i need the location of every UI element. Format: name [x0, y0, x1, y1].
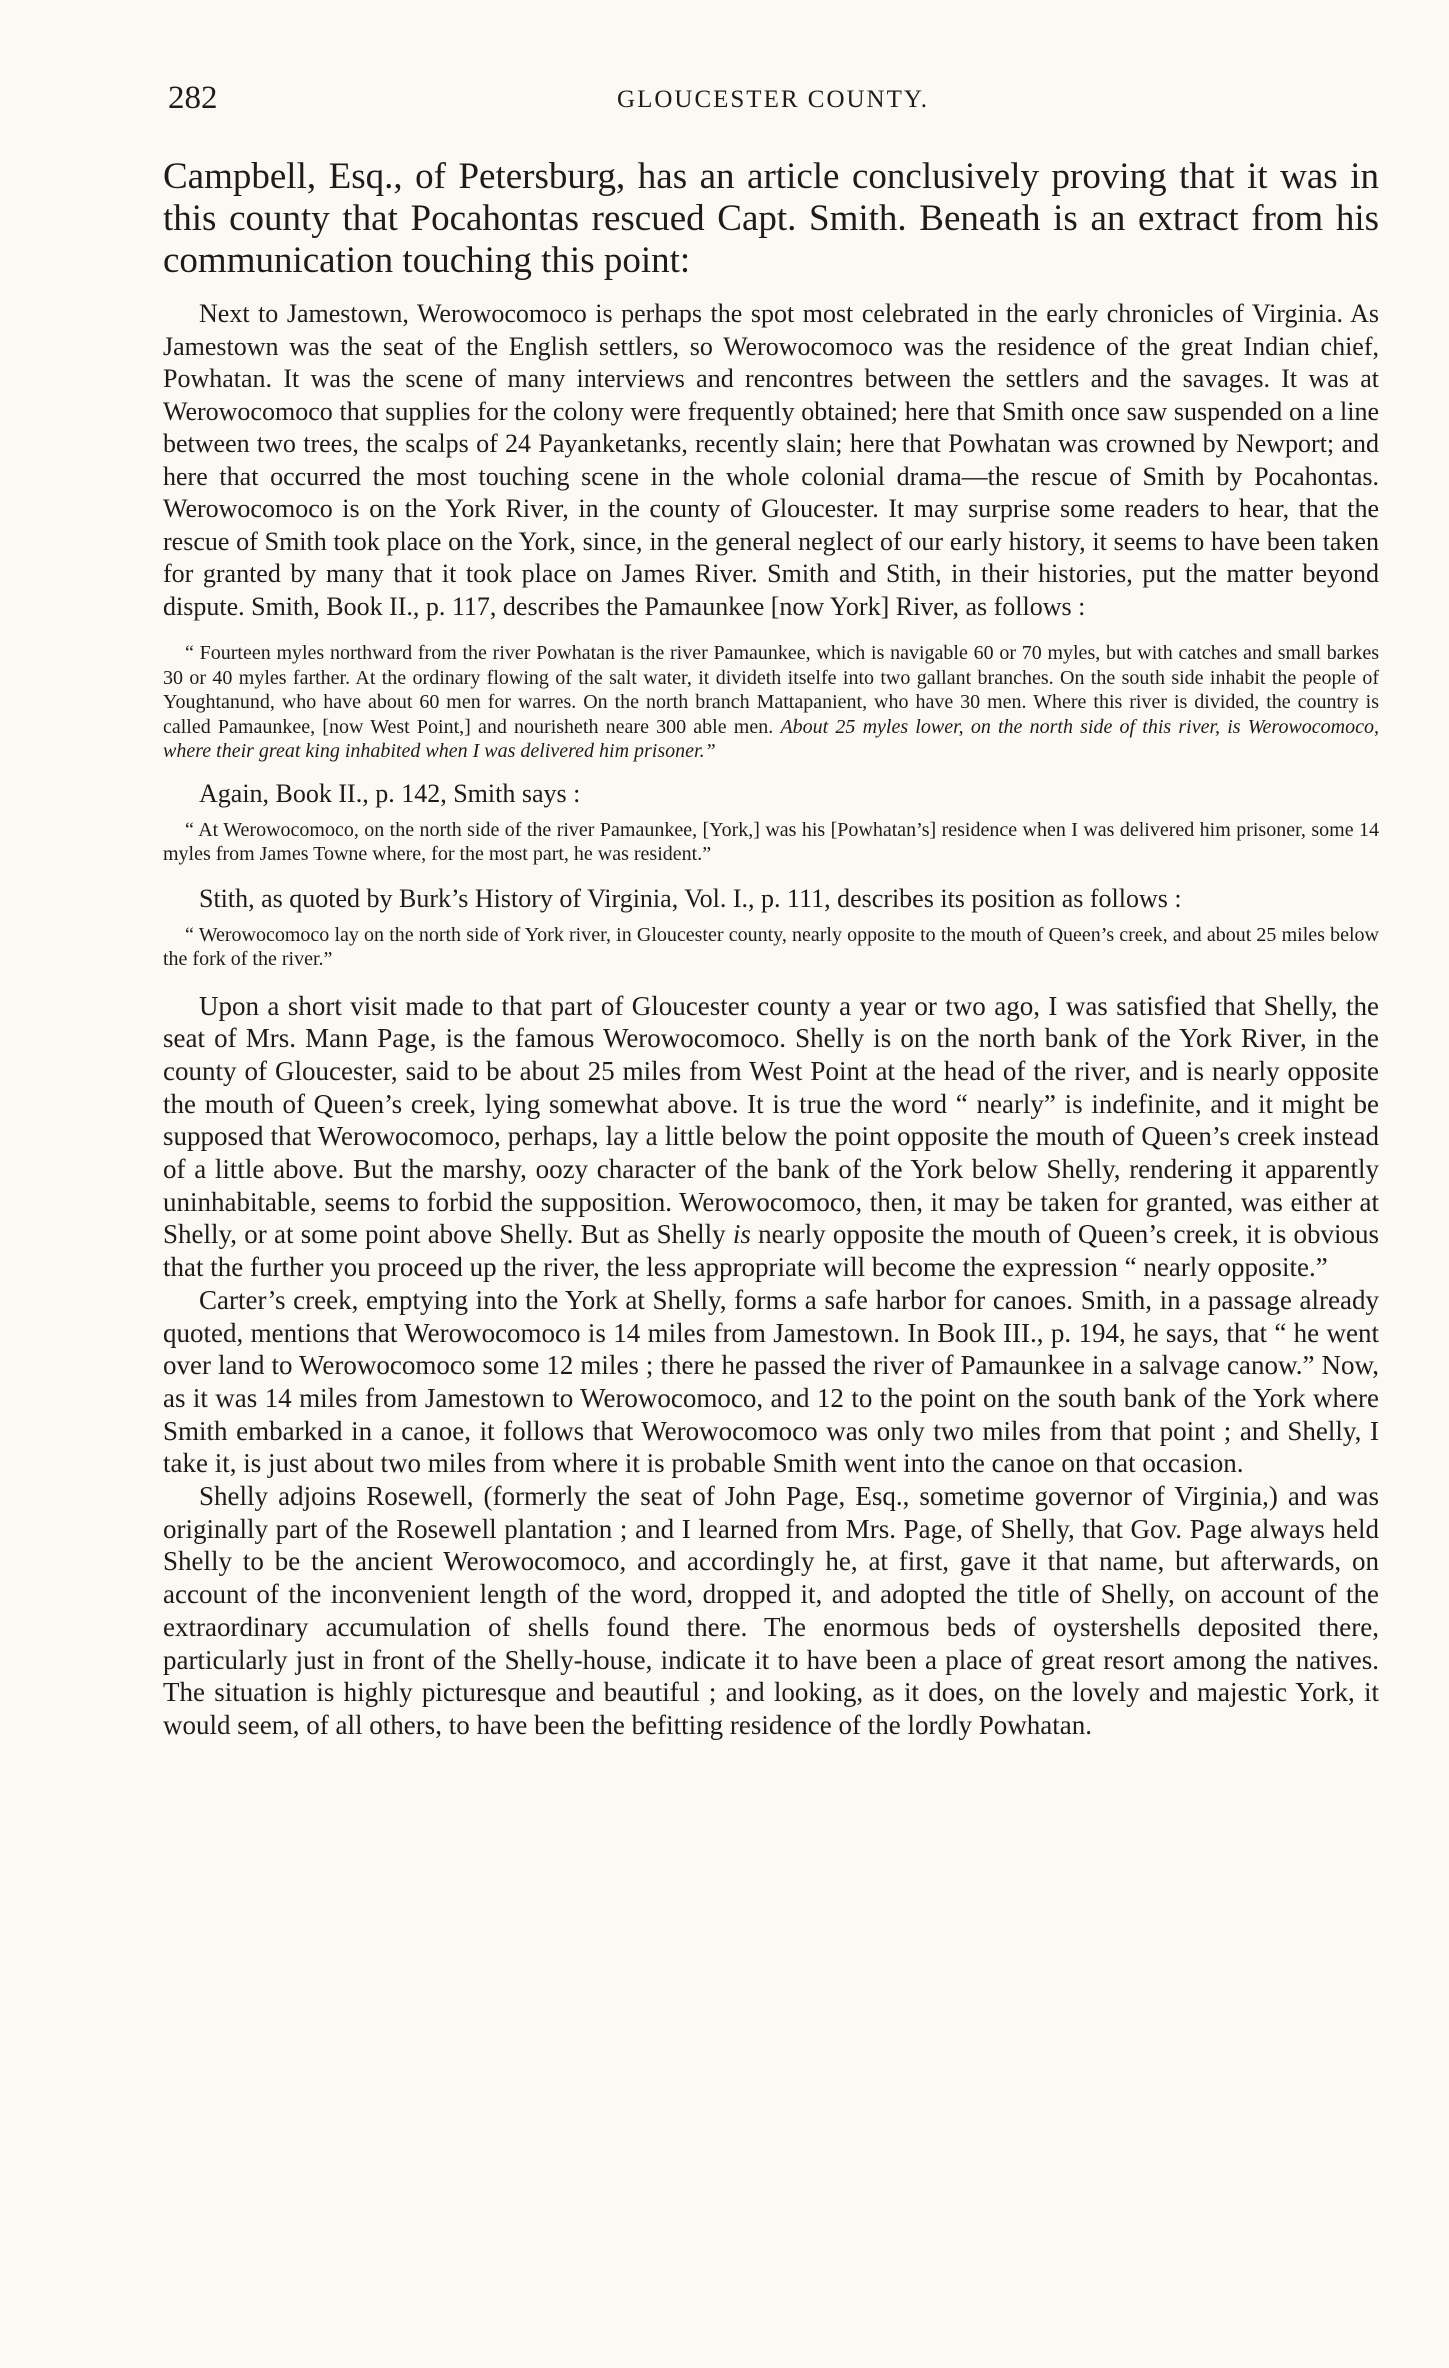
page-body — [163, 156, 1379, 1742]
stith-quote: “ Werowocomoco lay on the north side of York river, in Gloucester county, nearly opposite to the mouth of Queen’s creek, and about 25 miles below the fork of the river.” — [163, 923, 1379, 970]
visit-emphasis: is — [732, 1219, 751, 1250]
again-paragraph: Again, Book II., p. 142, Smith says : — [199, 778, 581, 808]
carters-creek-paragraph: Carter’s creek, emptying into the York at Shelly, forms a safe harbor for canoes. Smith, in a passage already quoted, mentions that Werowocomoco is 14 miles from Jamestown. In Book III., p. 194, he says, that “ he went over land to Werowocomoco some 12 miles ; there he passed the river of Pamaunkee in a salvage canow.” Now, as it was 14 miles from Jamestown to Werowocomoco, and 12 to the point on the south bank of the York where Smith embarked in a canoe, it follows that Werowocomoco was only two miles from that point ; and Shelly, I take it, is just about two miles from where it is probable Smith went into the canoe on that occasion. — [163, 1284, 1379, 1479]
rosewell-paragraph: Shelly adjoins Rosewell, (formerly the seat of John Page, Esq., sometime governor of Virginia,) and was originally part of the Rosewell plantation ; and I learned from Mrs. Page, of Shelly, that Gov. Page always held Shelly to be the ancient Werowocomoco, and accordingly he, at first, gave it that name, but afterwards, on account of the inconvenient length of the word, dropped it, and adopted the title of Shelly, on account of the extraordinary accumulation of shells found there. The enormous beds of oystershells deposited there, particularly just in front of the Shelly-house, indicate it to have been a place of great resort among the natives. The situation is highly picturesque and beautiful ; and looking, as it does, on the lovely and majestic York, it would seem, of all others, to have been the befitting residence of the lordly Powhatan. — [163, 1481, 1379, 1740]
visit-paragraph — [163, 990, 1379, 1284]
smith-quote-italic: About 25 myles lower, on the north side of this river, is Werowocomoco, where their great king inhabited when I was delivered him prisoner.” — [163, 715, 1380, 762]
smith-quote-book-ii-117 — [163, 641, 1379, 764]
stith-intro: Stith, as quoted by Burk’s History of Virginia, Vol. I., p. 111, describes its position as follows : — [199, 883, 1182, 913]
campbell-extract: Next to Jamestown, Werowocomoco is perhaps the spot most celebrated in the early chronicles of Virginia. As Jamestown was the seat of the English settlers, so Werowocomoco was the residence of the great Indian chief, Powhatan. It was the scene of many interviews and rencontres between the settlers and the savages. It was at Werowocomoco that supplies for the colony were frequently obtained; here that Smith once saw suspended on a line between two trees, the scalps of 24 Payanketanks, recently slain; here that Powhatan was crowned by Newport; and here that occurred the most touching scene in the whole colonial drama—the rescue of Smith by Pocahontas. Werowocomoco is on the York River, in the county of Gloucester. It may surprise some readers to hear, that the rescue of Smith took place on the York, since, in the general neglect of our early history, it seems to have been taken for granted by many that it took place on James River. Smith and Stith, in their histories, put the matter beyond dispute. Smith, Book II., p. 117, describes the Pamaunkee [now York] River, as follows : — [163, 299, 1379, 621]
page-number: 282 — [168, 80, 218, 116]
smith-quote-text: “ Fourteen myles northward from the river Powhatan is the river Pamaunkee, which is navigable 60 or 70 myles, but with catches and small barkes 30 or 40 myles farther. At the ordinary flowing of the salt water, it divideth itselfe into two gallant branches. On the south side inhabit the people of Youghtanund, who have about 60 men for warres. On the north branch Mattapanient, who have 30 men. Where this river is divided, the country is called Pamaunkee, [now West Point,] and nourisheth neare 300 able men. — [163, 642, 1379, 738]
running-title: GLOUCESTER COUNTY. — [617, 86, 929, 113]
visit-text: Upon a short visit made to that part of Gloucester county a year or two ago, I was satisfied that Shelly, the seat of Mrs. Mann Page, is the famous Werowocomoco. Shelly is on the north bank of the York River, in the county of Gloucester, said to be about 25 miles from West Point at the head of the river, and is nearly opposite the mouth of Queen’s creek, lying somewhat above. It is true the word “ nearly” is indefinite, and it might be supposed that Werowocomoco, perhaps, lay a little below the point opposite the mouth of Queen’s creek instead of a little above. But the marshy, oozy character of the bank of the York below Shelly, rendering it apparently uninhabitable, seems to forbid the supposition. Werowocomoco, then, it may be taken for granted, was either at Shelly, or at some point above Shelly. But as Shelly — [163, 990, 1379, 1250]
visit-tail: nearly opposite the mouth of Queen’s creek, it is obvious that the further you proceed up the river, the less appropriate will become the expression “ nearly opposite.” — [163, 1219, 1380, 1283]
page-header — [168, 80, 1378, 124]
intro-paragraph: Campbell, Esq., of Petersburg, has an article conclusively proving that it was in this county that Pocahontas rescued Capt. Smith. Beneath is an extract from his communication touching this point: — [163, 156, 1379, 281]
smith-quote-book-ii-142: “ At Werowocomoco, on the north side of the river Pamaunkee, [York,] was his [Powhatan’s] residence when I was delivered him prisoner, some 14 myles from James Towne where, for the most part, he was resident.” — [163, 818, 1379, 865]
